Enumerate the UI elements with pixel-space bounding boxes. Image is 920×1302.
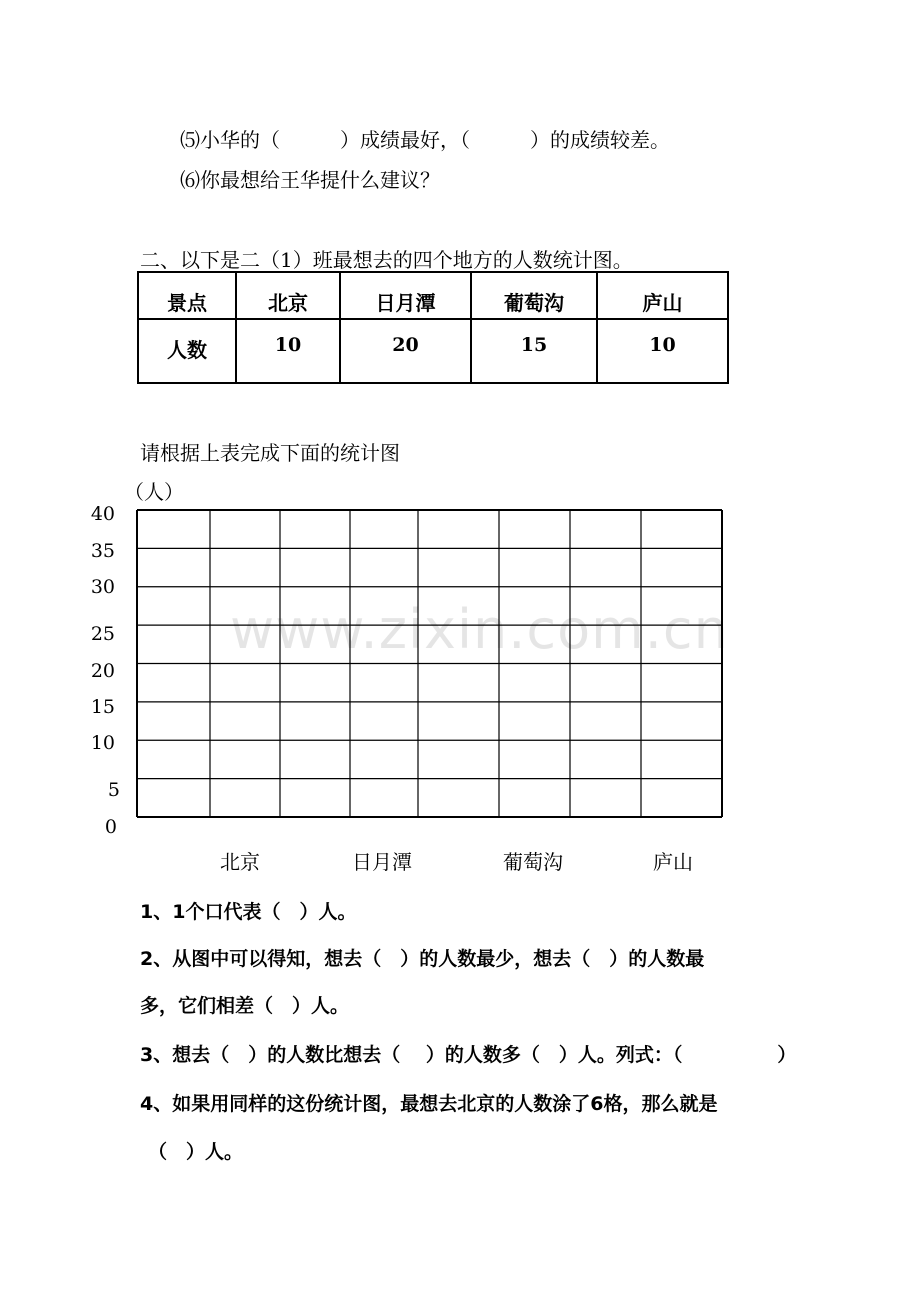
y-tick-label: 5 [107, 779, 120, 801]
table-place-cell: 北京 [236, 272, 340, 319]
chart-instruction: 请根据上表完成下面的统计图 [140, 441, 400, 465]
watermark: www.zixin.com.cn [230, 598, 729, 661]
x-category-label: 日月潭 [352, 850, 412, 874]
table-place-cell: 庐山 [597, 272, 728, 319]
x-category-label: 庐山 [653, 850, 693, 874]
table-count-cell: 20 [340, 319, 471, 383]
y-axis-unit-label: （人） [124, 480, 184, 504]
y-tick-label: 0 [104, 816, 117, 838]
table-count-cell: 10 [597, 319, 728, 383]
y-tick-label: 10 [90, 732, 115, 754]
question-5: ⑸小华的（ ）成绩最好，（ ）的成绩较差。 [180, 128, 670, 152]
x-category-label: 葡萄沟 [503, 850, 563, 874]
question-b2a: 2、从图中可以得知，想去（ ）的人数最少，想去（ ）的人数最 [140, 948, 705, 970]
table-place-cell: 日月潭 [340, 272, 471, 319]
y-tick-label: 35 [90, 540, 115, 562]
y-tick-label: 15 [90, 696, 115, 718]
table-row-label: 人数 [138, 319, 236, 383]
question-b1: 1、1个口代表（ ）人。 [140, 901, 357, 923]
section-2-title: 二、以下是二（1）班最想去的四个地方的人数统计图。 [140, 248, 633, 272]
question-b4b: （ ）人。 [148, 1141, 244, 1163]
question-b2b: 多，它们相差（ ）人。 [140, 995, 350, 1017]
question-6: ⑹你最想给王华提什么建议？ [180, 168, 440, 192]
table-count-cell: 10 [236, 319, 340, 383]
y-tick-label: 30 [90, 576, 115, 598]
x-category-label: 北京 [220, 850, 260, 874]
question-b3: 3、想去（ ）的人数比想去（ ）的人数多（ ）人。列式：（ ） [140, 1044, 797, 1066]
question-b4a: 4、如果用同样的这份统计图，最想去北京的人数涂了6格，那么就是 [140, 1093, 718, 1115]
table-place-cell: 葡萄沟 [471, 272, 597, 319]
table-count-cell: 15 [471, 319, 597, 383]
y-tick-label: 20 [90, 660, 115, 682]
y-tick-label: 25 [90, 623, 115, 645]
table-header-label: 景点 [138, 272, 236, 319]
y-tick-label: 40 [90, 503, 115, 525]
